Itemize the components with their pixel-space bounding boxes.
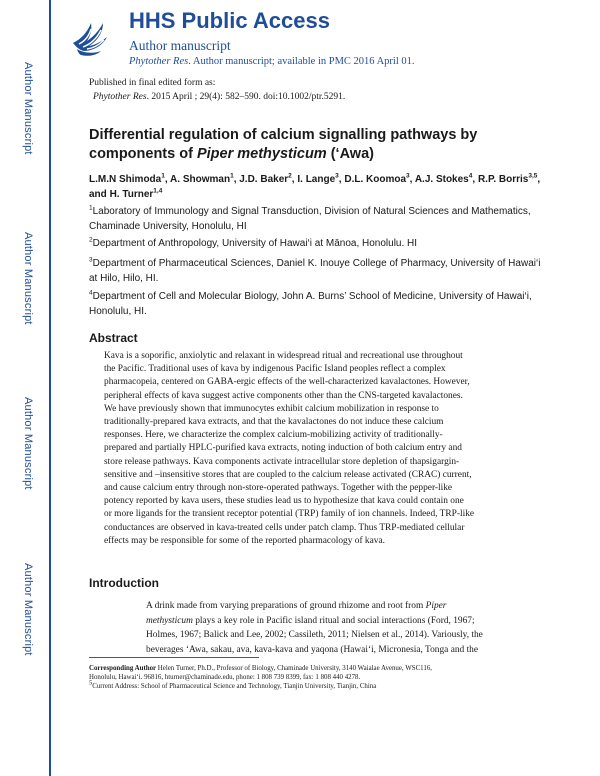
side-label-author-manuscript: Author Manuscript [22,232,34,325]
abstract-line: pharmacopeia, centered on GABA-ergic effects of the well-characterized kavalactones. However, [104,377,470,388]
author-name: H. Turner [109,188,154,200]
footnote-divider [89,657,259,658]
author-manuscript-subtitle: Author manuscript [129,38,231,53]
corresponding-author-contact: Honolulu, Hawai‘i. 96816, hturner@chaminade.edu, phone: 1 808 739 8399, fax: 1 808 440 4278. [89,674,361,681]
side-label-author-manuscript: Author Manuscript [22,397,34,490]
footnotes [89,664,549,691]
affiliation: $^3$Department of Pharmaceutical Sciences, Daniel K. Inouye College of Pharmacy, University of Hawai‘i at Hilo, Hilo, HI. [89,256,541,284]
author-name: R.P. Borris [477,174,529,185]
abstract-line: potency reported by kava users, these studies lead us to hypothesize that kava could contain one [104,496,464,507]
abstract-line: Kava is a soporific, anxiolytic and relaxant in widespread ritual and recreational use throughout [104,351,463,361]
author-name: A. Showman [170,174,231,185]
published-label: Published in final edited form as: [89,78,216,88]
introduction-heading: Introduction [89,576,159,590]
intro-line: Holmes, 1967; Balick and Lee, 2002; Cassileth, 2011; Nielsen et al., 2014). Variously, the [146,630,483,640]
abstract-line: and cause calcium entry through non-store-operated pathways. Together with the pepper-like [104,483,453,494]
header-citation: Phytother Res. Author manuscript; available in PMC 2016 April 01. [129,56,415,67]
intro-line: methysticum plays a key role in Pacific island ritual and social interactions (Ford, 1967; [146,615,475,626]
author-name: D.L. Koomoa [344,174,407,185]
published-citation: Phytother Res. 2015 April ; 29(4): 582–590. doi:10.1002/ptr.5291. [93,92,346,102]
left-rail [49,0,51,776]
affiliation: $^2$Department of Anthropology, University of Hawai‘i at Mānoa, Honolulu. HI [89,236,418,249]
abstract-line: peripheral effects of kava suggest active components other than the CNS-targeted kavalactones. [104,390,463,401]
author-name: J.D. Baker [239,174,289,185]
abstract-line: traditionally-prepared kava extracts, and that the kavalactones do not induce these calcium [104,417,444,428]
affiliation: $^1$Laboratory of Immunology and Signal Transduction, Division of Natural Sciences and Mathematics, Chaminade University, Honolulu, HI [89,204,531,232]
intro-line: beverages ‘Awa, sakau, ava, kava-kava and yaqona (Hawai‘i, Micronesia, Tonga and the [146,644,479,655]
side-label-author-manuscript: Author Manuscript [22,62,34,155]
hhs-public-access-title: HHS Public Access [129,8,330,33]
abstract-line: sensitive and –insensitive stores that are coupled to the calcium release activated (CRAC) current, [104,469,472,480]
abstract-line: store release pathways. Kava components activate intracellular store depletion of thapsigargin- [104,456,460,467]
abstract-body [104,350,528,548]
abstract-line: effects may be responsible for some of the reported pharmacology of kava. [104,535,385,546]
abstract-line: conductances are observed in kava-treated cells under patch clamp. Thus TRP-mediated cellular [104,522,465,533]
hhs-eagle-logo-icon [67,13,113,59]
author-name: L.M.N Shimoda [89,174,162,185]
current-address-note: $^5$Current Address: School of Pharmaceutical Science and Technology, Tianjin University, Tianjin, China [89,679,377,690]
abstract-line: or more ligands for the transient receptor potential (TRP) family of ion channels. Indeed, TRP-like [104,509,475,520]
introduction-body [146,599,532,657]
abstract-line: We have previously shown that immunocytes exhibit calcium mobilization in response to [104,403,439,414]
article-title: Differential regulation of calcium signalling pathways by components of Piper methysticum (‘Awa) [89,127,478,162]
corresponding-author-note: Corresponding Author Helen Turner, Ph.D., Professor of Biology, Chaminade University, 3140 Waialae Avenue, WSC116, [89,665,432,672]
author-name: A.J. Stokes [414,174,469,185]
abstract-line: responses. Here, we characterize the complex calcium-mobilizing activity of traditionally- [104,430,443,441]
author-name: I. Lange [297,174,336,185]
affiliation: $^4$Department of Cell and Molecular Biology, John A. Burns’ School of Medicine, University of Hawai‘i, Honolulu, HI. [89,289,532,317]
intro-line: A drink made from varying preparations of ground rhizome and root from Piper [146,601,447,611]
abstract-line: prepared and partially HPLC-purified kava extracts, noting induction of both calcium entry and [104,443,462,454]
abstract-heading: Abstract [89,331,138,345]
side-label-author-manuscript: Author Manuscript [22,563,34,656]
abstract-line: the Pacific. Traditional uses of kava by indigenous Pacific Island peoples reflect a complex [104,364,446,375]
author-list: L.M.N Shimoda$^1$, A. Showman$^1$, J.D. Baker$^2$, I. Lange$^3$, D.L. Koomoa$^3$, A.J. Stokes$^4$, R.P. Borris$^{3,5}$, and H. Turner$^{1,4}$ [89,172,541,200]
